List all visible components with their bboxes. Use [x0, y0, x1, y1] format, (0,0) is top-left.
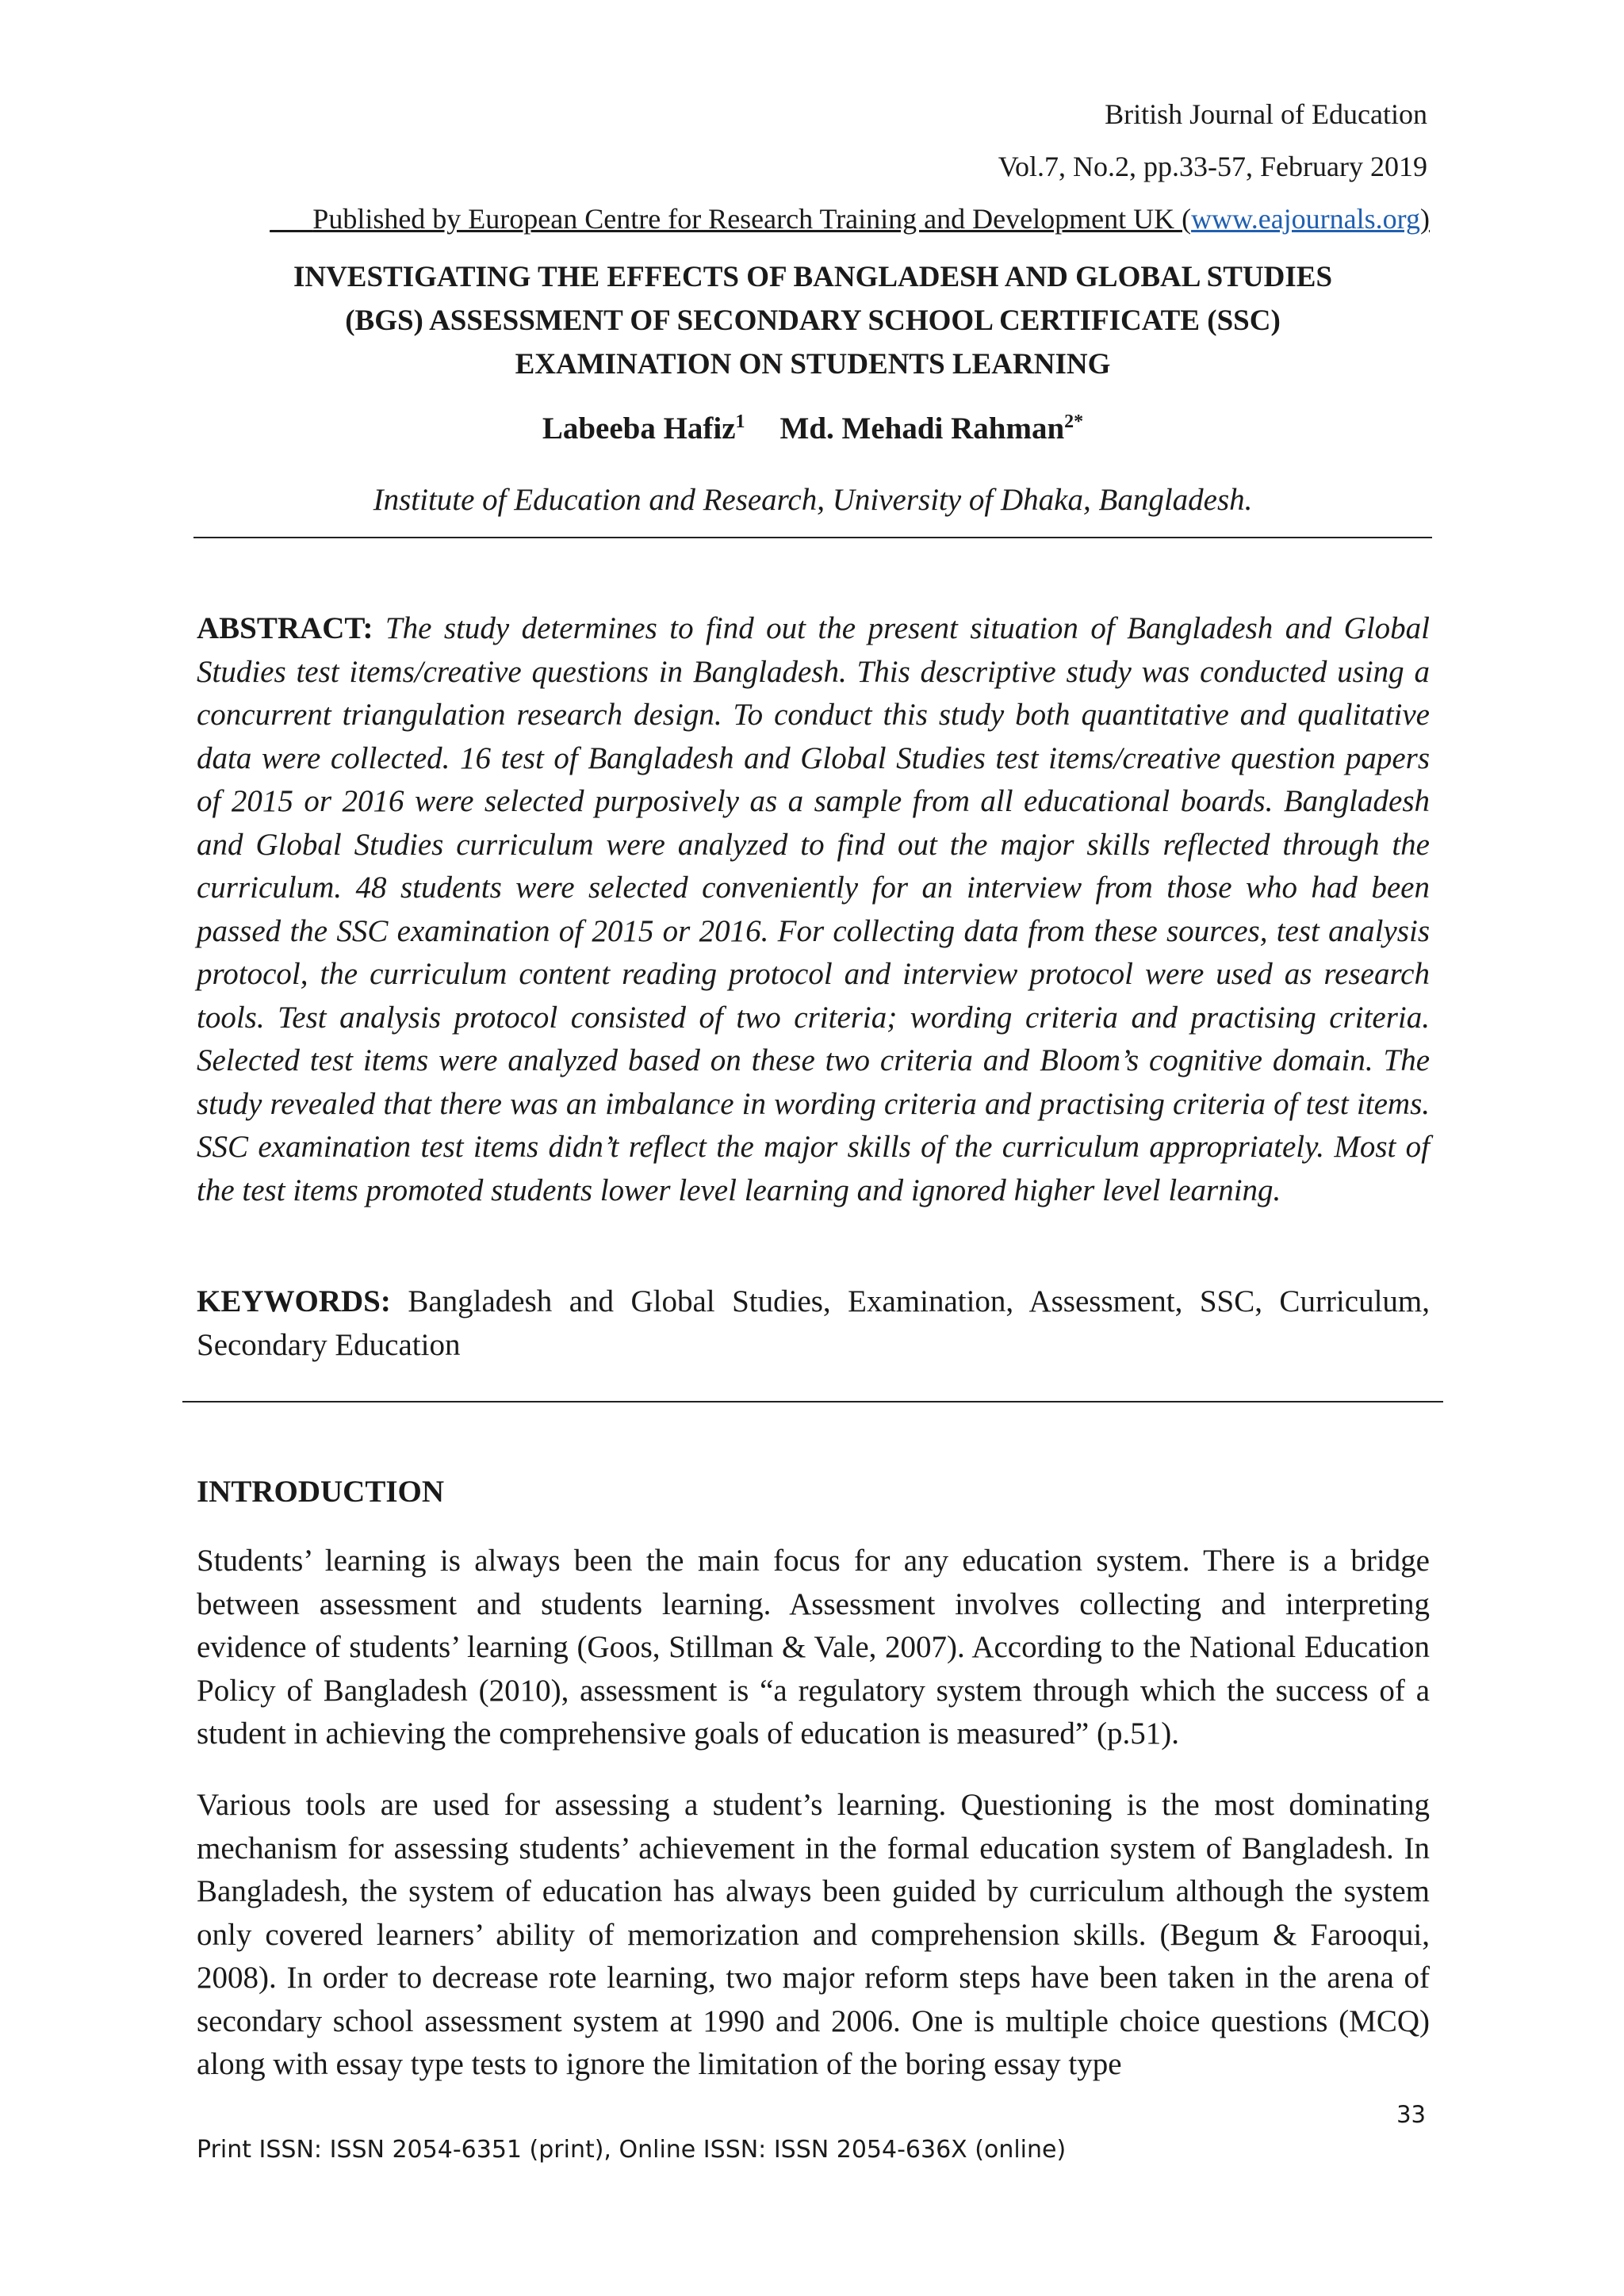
title-line-3: EXAMINATION ON STUDENTS LEARNING [515, 348, 1111, 381]
introduction-paragraph-2 [197, 1784, 1430, 2087]
abstract [197, 607, 1430, 1212]
author-1-affiliation-mark: 1 [735, 411, 745, 432]
author-list [190, 409, 1435, 449]
abstract-text: The study determines to find out the present situation of Bangladesh and Global Studies test items/creative questions in Bangladesh. This descriptive study was conducted using a concurrent triangulation research design. To conduct this study both quantitative and qualitative data were collected. 16 test of Bangladesh and Global Studies test items/creative question papers of 2015 or 2016 were selected purposively as a sample from all educational boards. Bangladesh and Global Studies curriculum were analyzed to find out the major skills reflected through the curriculum. 48 students were selected conveniently for an interview from those who had been passed the SSC examination of 2015 or 2016. For collecting data from these sources, test analysis protocol, the curriculum content reading protocol and interview protocol were used as research tools. Test analysis protocol consisted of two criteria; wording criteria and practising criteria. Selected test items were analyzed based on these two criteria and Bloom’s cognitive domain. The study revealed that there was an imbalance in wording criteria and practising criteria of test items. SSC examination test items didn’t reflect the major skills of the curriculum appropriately. Most of the test items promoted students lower level learning and ignored higher level learning. [197, 611, 1430, 1207]
introduction-paragraph-1 [197, 1540, 1430, 1756]
publisher-link[interactable]: www.eajournals.org [1191, 203, 1420, 235]
page-number: 33 [1396, 2101, 1426, 2128]
divider-bottom [182, 1401, 1443, 1402]
publisher-line [270, 201, 1430, 236]
abstract-label: ABSTRACT: [197, 611, 373, 645]
journal-name: British Journal of Education [1105, 98, 1427, 130]
paragraph-text: Students’ learning is always been the main focus for any education system. There is a bridge between assessment and students learning. Assessment involves collecting and interpreting evidence of students’ learning (Goos, Stillman & Vale, 2007). According to the National Education Policy of Bangladesh (2010), assessment is “a regulatory system through which the success of a student in achieving the comprehensive goals of education is measured” (p.51). [197, 1544, 1430, 1751]
title-line-1: INVESTIGATING THE EFFECTS OF BANGLADESH AND GLOBAL STUDIES [293, 261, 1333, 293]
footer-issn: Print ISSN: ISSN 2054-6351 (print), Online ISSN: ISSN 2054-636X (online) [197, 2136, 1067, 2164]
keywords-text: Bangladesh and Global Studies, Examination, Assessment, SSC, Curriculum, Secondary Education [197, 1284, 1430, 1362]
publisher-lead: ___ [270, 203, 313, 235]
journal-volume: Vol.7, No.2, pp.33-57, February 2019 [998, 151, 1427, 182]
divider-top [193, 537, 1432, 538]
keywords [197, 1280, 1430, 1367]
author-1: Labeeba Hafiz [542, 411, 736, 446]
publisher-close: ) [1420, 203, 1430, 235]
paper-title [190, 255, 1435, 386]
keywords-label: KEYWORDS: [197, 1284, 391, 1318]
paragraph-text: Various tools are used for assessing a student’s learning. Questioning is the most dominating mechanism for assessing students’ achievement in the formal education system of Bangladesh. In Bangladesh, the system of education has always been guided by curriculum although the system only covered learners’ ability of memorization and comprehension skills. (Begum & Farooqui, 2008). In order to decrease rote learning, two major reform steps have been taken in the arena of secondary school assessment system at 1990 and 2006. One is multiple choice questions (MCQ) along with essay type tests to ignore the limitation of the boring essay type [197, 1788, 1430, 2081]
section-heading-introduction: INTRODUCTION [197, 1475, 445, 1509]
author-2: Md. Mehadi Rahman [779, 411, 1065, 446]
publisher-text: Published by European Centre for Research Training and Development UK ( [312, 203, 1192, 235]
author-2-affiliation-mark: 2* [1064, 411, 1084, 432]
affiliation: Institute of Education and Research, University of Dhaka, Bangladesh. [373, 483, 1253, 517]
title-line-2: (BGS) ASSESSMENT OF SECONDARY SCHOOL CERTIFICATE (SSC) [345, 304, 1281, 337]
